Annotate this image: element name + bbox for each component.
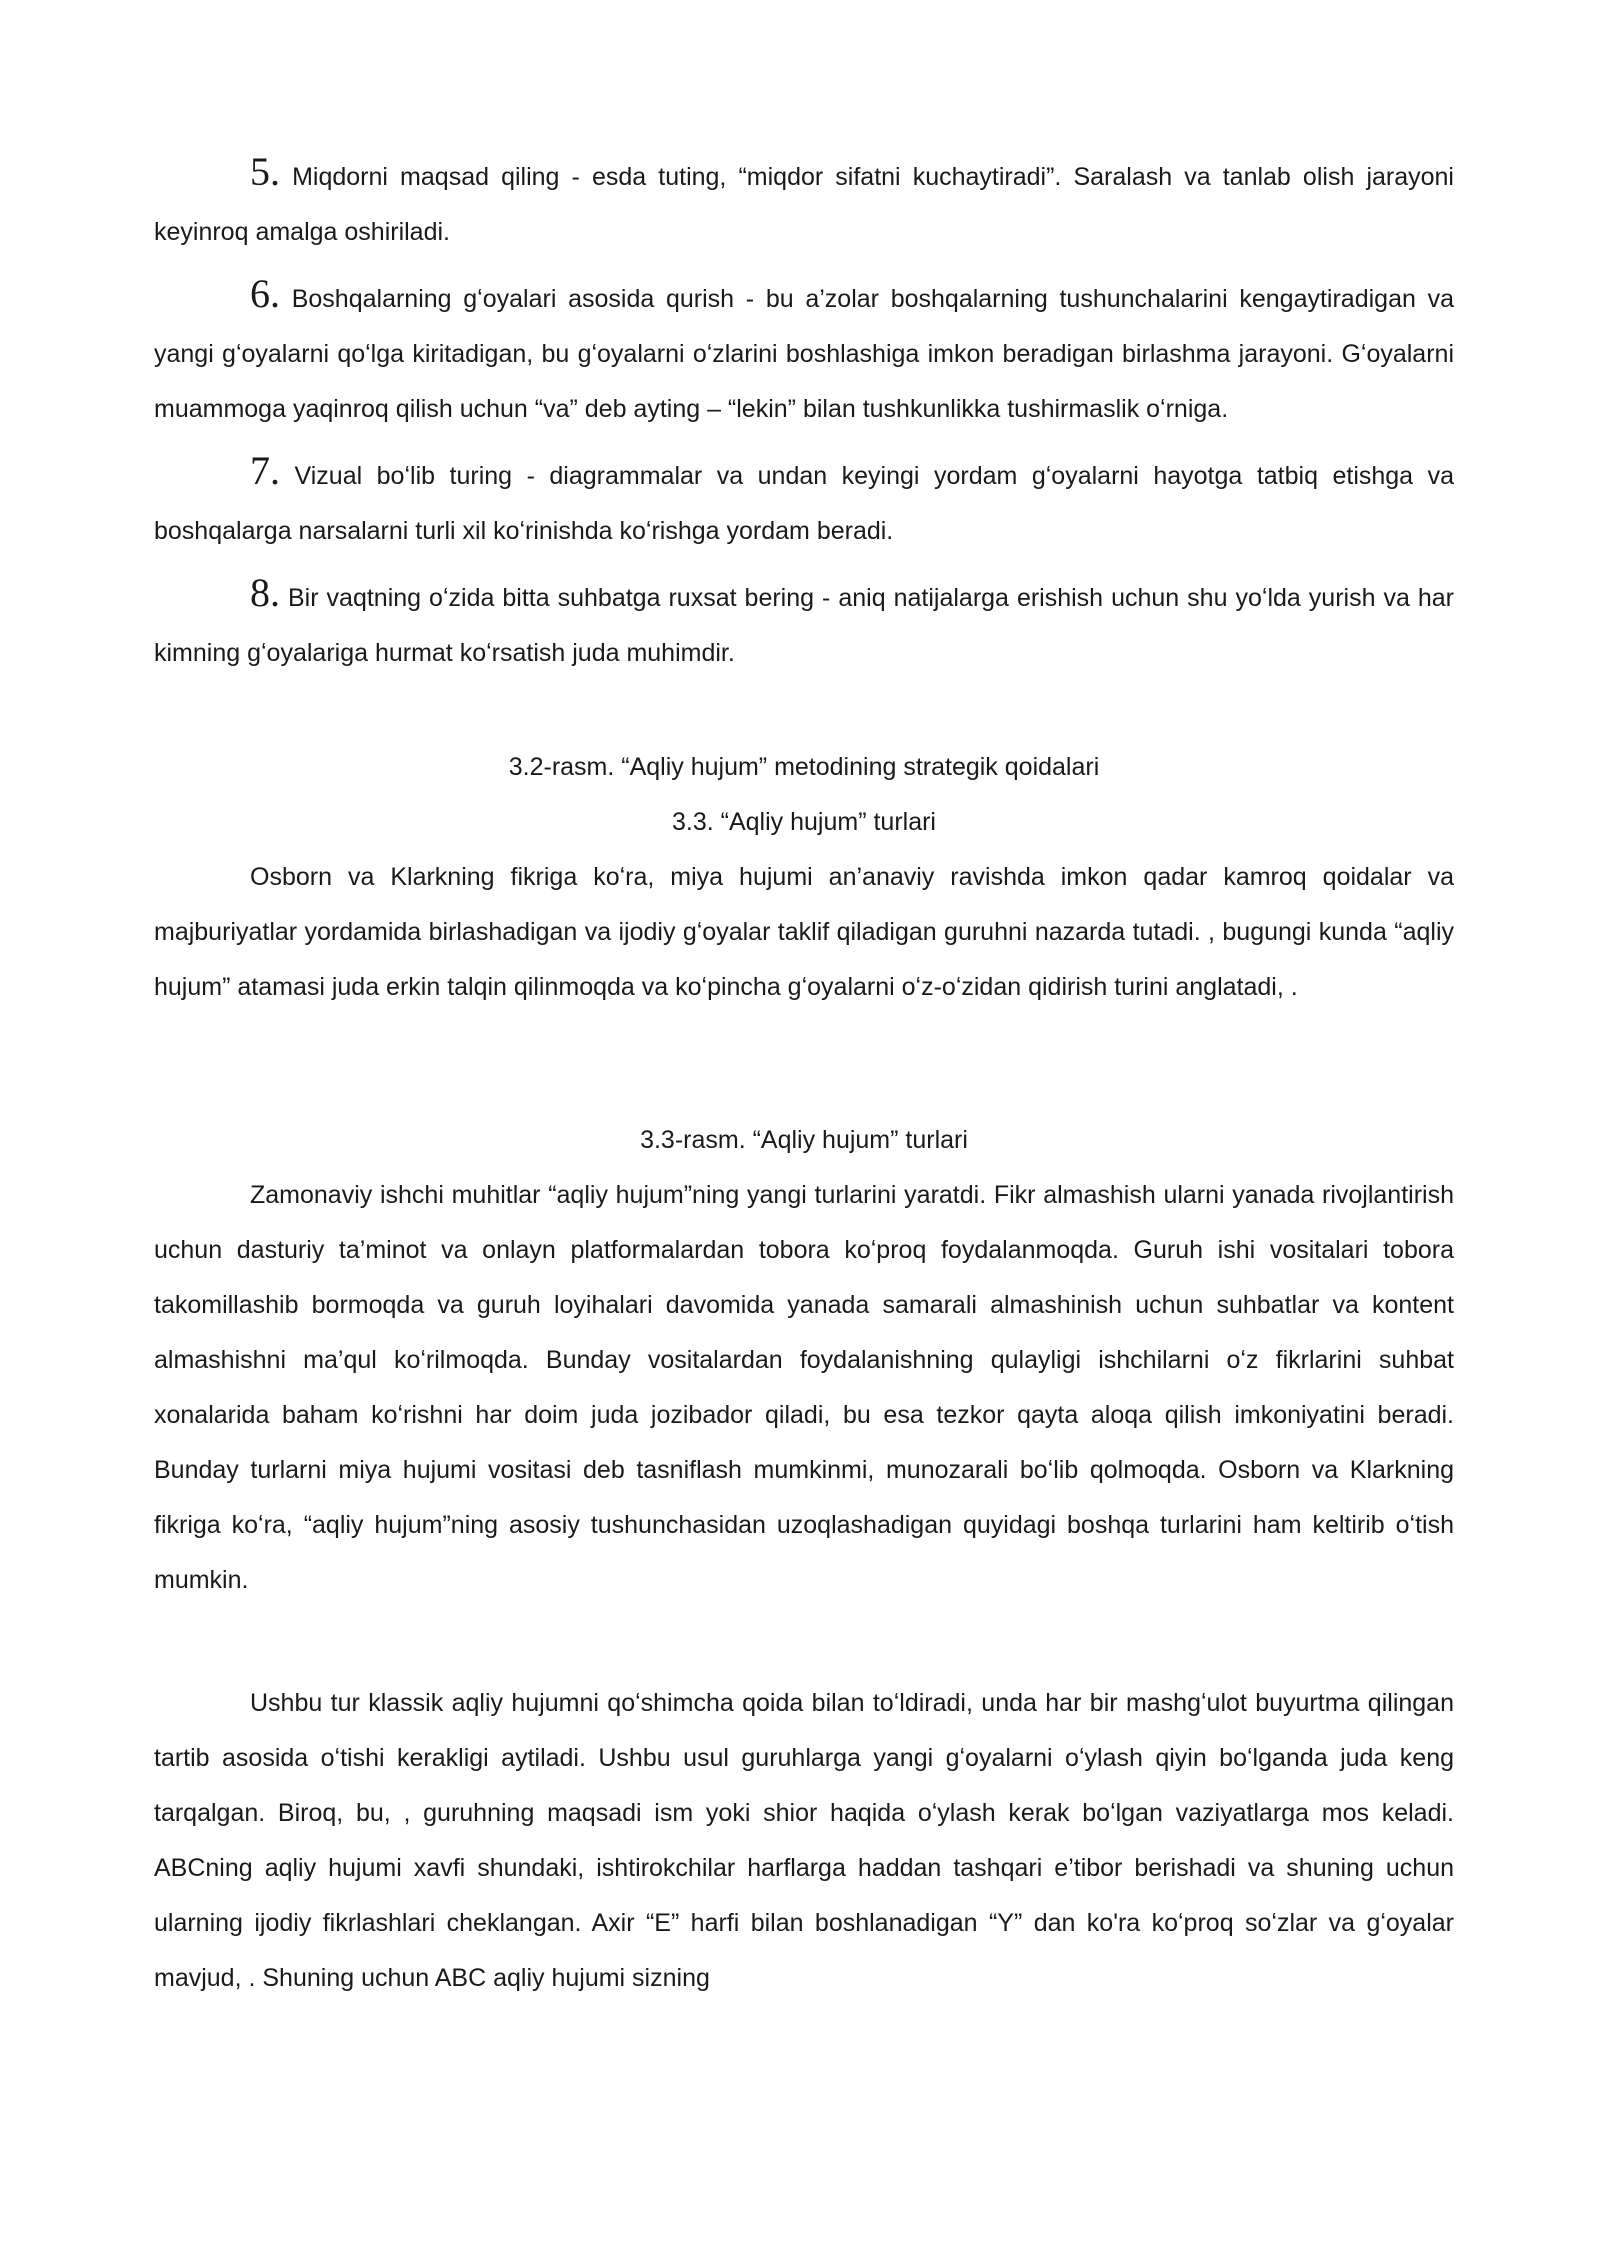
section-heading: 3.3. “Aqliy hujum” turlari [672,808,936,836]
spacer [154,1608,1454,1676]
list-text: Miqdorni maqsad qiling - esda tuting, “miqdor sifatni kuchaytiradi”. Saralash va tanlab olish jarayoni keyinroq amalga oshiriladi. [154,163,1454,246]
figure-caption: 3.2-rasm. “Aqliy hujum” metodining strategik qoidalari [508,753,1100,781]
list-item-8 [154,571,1454,681]
list-item-5 [154,150,1454,260]
list-number: 7. [250,448,280,493]
body-paragraph: Ushbu tur klassik aqliy hujumni qoʻshimcha qoida bilan toʻldiradi, unda har bir mashgʻulot buyurtma qilingan tartib asosida oʻtishi kerakligi aytiladi. Ushbu usul guruhlarga yangi gʻoyalarni oʻylash qiyin boʻlganda juda keng tarqalgan. Biroq, bu, , guruhning maqsadi ism yoki shior haqida oʻylash kerak boʻlgan vaziyatlarga mos keladi. ABCning aqliy hujumi xavfi shundaki, ishtirokchilar harflarga haddan tashqari e’tibor berishadi va shuning uchun ularning ijodiy fikrlashlari cheklangan. Axir “E” harfi bilan boshlanadigan “Y” dan ko'ra koʻproq soʻzlar va gʻoyalar mavjud, . Shuning uchun ABC aqliy hujumi sizning [154,1689,1454,1992]
figure-caption: 3.3-rasm. “Aqliy hujum” turlari [640,1126,968,1154]
list-text: Boshqalarning gʻoyalari asosida qurish - bu a’zolar boshqalarning tushunchalarini kengaytiradigan va yangi gʻoyalarni qoʻlga kiritadigan, bu gʻoyalarni oʻzlarini boshlashiga imkon beradigan birlashma jarayoni. Gʻoyalarni muammoga yaqinroq qilish uchun “va” deb ayting – “lekin” bilan tushkunlikka tushirmaslik oʻrniga. [154,285,1454,423]
body-paragraph: Osborn va Klarkning fikriga koʻra, miya hujumi an’anaviy ravishda imkon qadar kamroq qoidalar va majburiyatlar yordamida birlashadigan va ijodiy gʻoyalar taklif qiladigan guruhni nazarda tutadi. , bugungi kunda “aqliy hujum” atamasi juda erkin talqin qilinmoqda va koʻpincha gʻoyalarni oʻz-oʻzidan qidirish turini anglatadi, . [154,863,1454,1001]
list-number: 8. [250,570,280,615]
list-item-7 [154,449,1454,559]
body-paragraph: Zamonaviy ishchi muhitlar “aqliy hujum”ning yangi turlarini yaratdi. Fikr almashish ularni yanada rivojlantirish uchun dasturiy ta’minot va onlayn platformalardan tobora koʻproq foydalanmoqda. Guruh ishi vositalari tobora takomillashib bormoqda va guruh loyihalari davomida yanada samarali almashinish uchun suhbatlar va kontent almashishni ma’qul koʻrilmoqda. Bunday vositalardan foydalanishning qulayligi ishchilarni oʻz fikrlarini suhbat xonalarida baham koʻrishni har doim juda jozibador qiladi, bu esa tezkor qayta aloqa qilish imkoniyatini beradi. Bunday turlarni miya hujumi vositasi deb tasniflash mumkinmi, munozarali boʻlib qolmoqda. Osborn va Klarkning fikriga koʻra, “aqliy hujum”ning asosiy tushunchasidan uzoqlashadigan quyidagi boshqa turlarini ham keltirib oʻtish mumkin. [154,1181,1454,1594]
list-text: Bir vaqtning oʻzida bitta suhbatga ruxsat bering - aniq natijalarga erishish uchun shu yoʻlda yurish va har kimning gʻoyalariga hurmat koʻrsatish juda muhimdir. [154,584,1455,667]
list-number: 5. [250,149,280,194]
document-page [154,150,1454,2006]
list-text: Vizual boʻlib turing - diagrammalar va undan keyingi yordam gʻoyalarni hayotga tatbiq etishga va boshqalarga narsalarni turli xil koʻrinishda koʻrishga yordam beradi. [154,462,1454,545]
spacer [154,693,1454,740]
spacer [154,1015,1454,1113]
list-item-6 [154,272,1454,437]
list-number: 6. [250,271,280,316]
